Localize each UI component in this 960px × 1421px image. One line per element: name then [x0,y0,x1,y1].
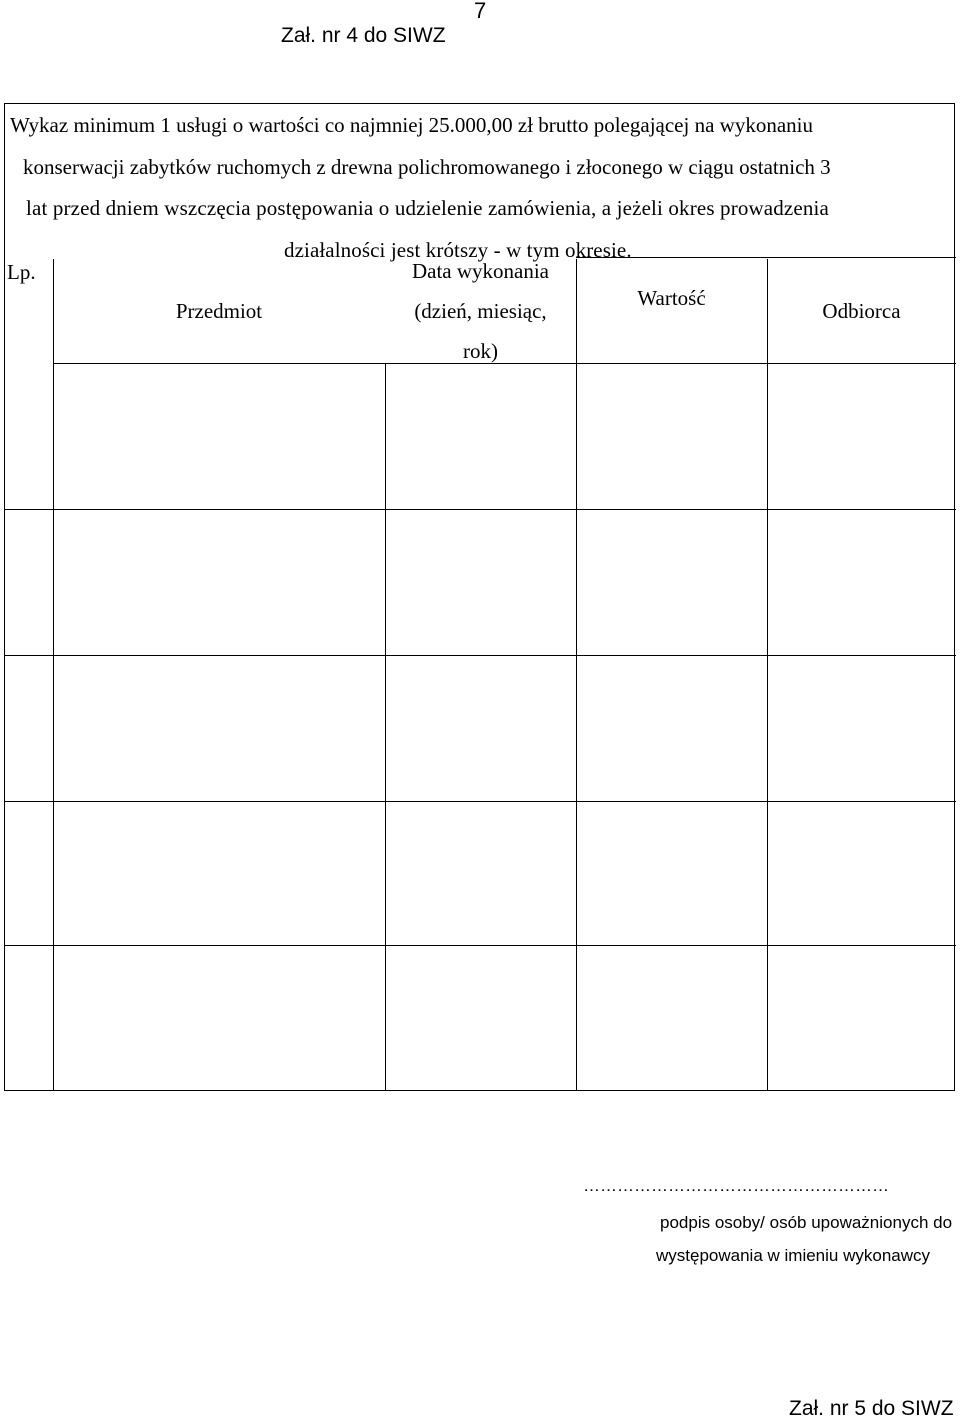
table-heading [5,105,956,271]
header-data-line-1: Data wykonania [411,259,550,283]
header-data-line-3: rok) [463,339,498,363]
header-data-line-2: (dzień, miesiąc, [414,299,547,323]
row-divider [5,801,956,802]
header-odbiorca: Odbiorca [822,299,901,323]
services-table [4,103,955,1091]
signature-caption-line-1: podpis osoby/ osób upoważnionych do [660,1213,953,1232]
column-divider [53,259,54,1090]
signature-caption-line-2: występowania w imieniu wykonawcy [656,1246,931,1265]
heading-line-3: lat przed dniem wszczęcia postępowania o udzielenie zamówienia, a jeżeli okres prowadzenia [26,196,829,220]
attachment-label: Zał. nr 4 do SIWZ [281,24,446,47]
row-divider [5,655,956,656]
column-divider [576,259,577,1090]
column-divider [767,259,768,1090]
signature-dots: ……………………………………………… [583,1176,889,1195]
row-divider [5,945,956,946]
next-attachment-label: Zał. nr 5 do SIWZ [789,1397,954,1420]
header-wartosc: Wartość [637,286,706,310]
column-divider [385,363,386,1090]
heading-line-2: konserwacji zabytków ruchomych z drewna polichromowanego i złoconego w ciągu ostatnich 3 [23,154,831,179]
header-przedmiot: Przedmiot [175,299,263,323]
page-number: 7 [474,0,487,23]
header-lp: Lp. [7,260,36,284]
heading-line-1: Wykaz minimum 1 usługi o wartości co najmniej 25.000,00 zł brutto polegającej na wykonaniu [10,113,813,137]
heading-line-4: działalności jest krótszy - w tym okresie. [284,237,632,262]
header-top-line [576,257,956,258]
row-divider [53,363,956,364]
row-divider [5,509,956,510]
